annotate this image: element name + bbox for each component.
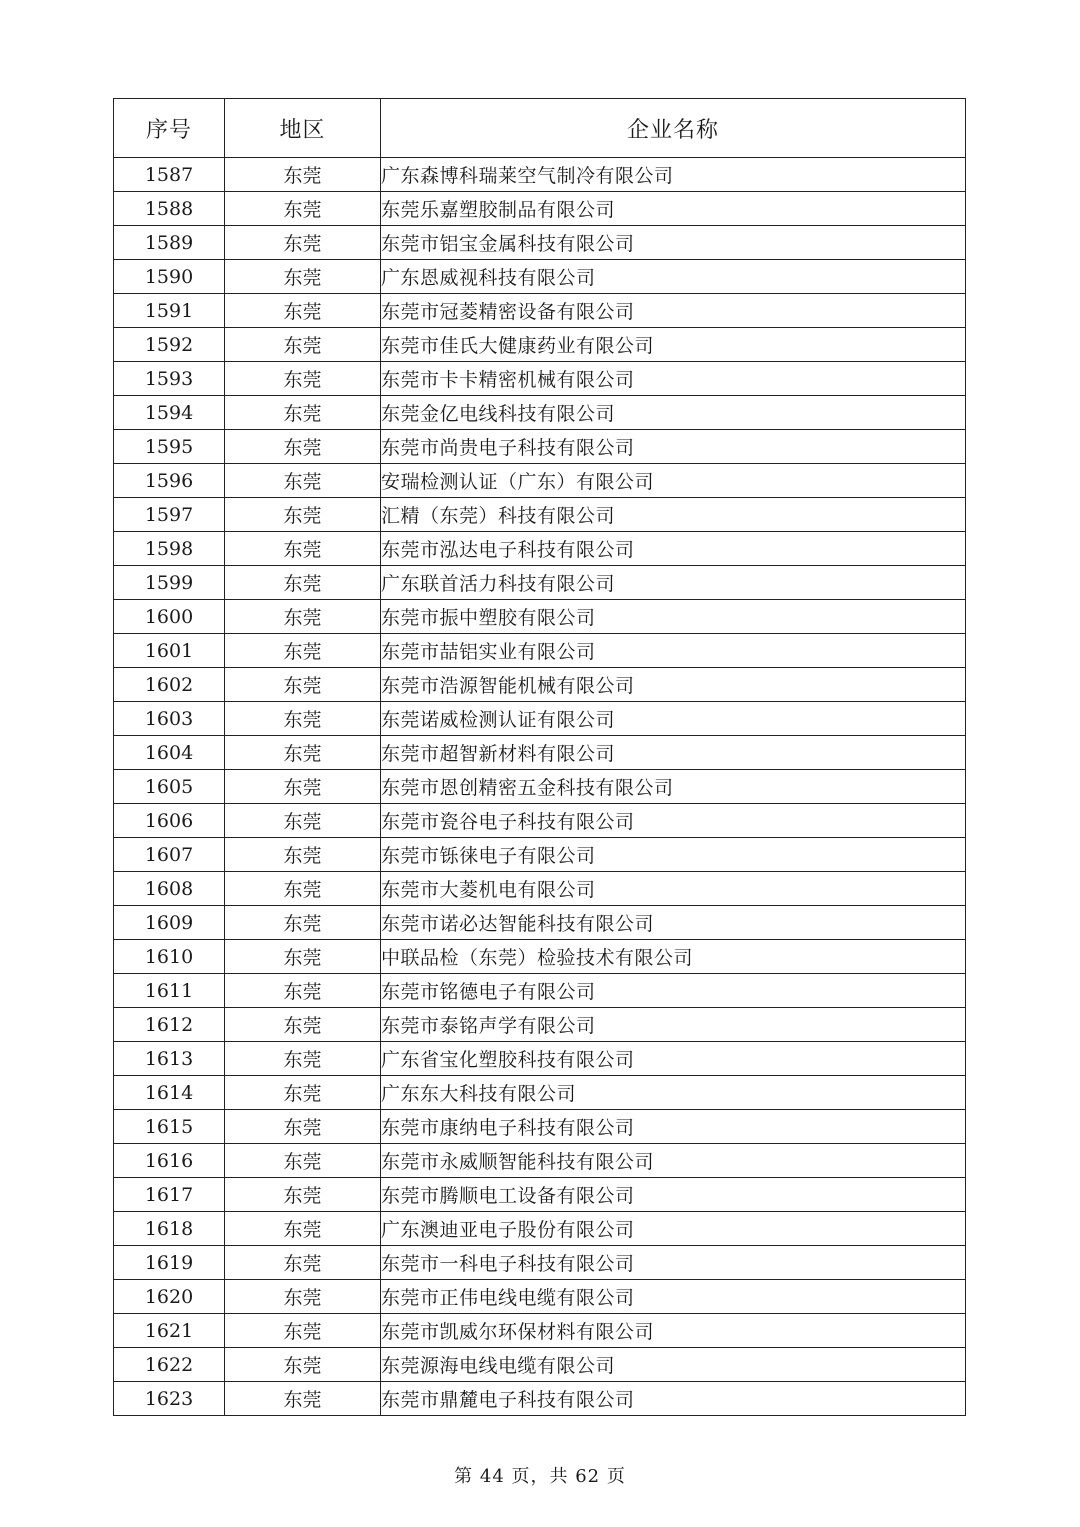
row-number: 1589	[114, 226, 225, 260]
row-company-name: 东莞市腾顺电工设备有限公司	[381, 1178, 966, 1212]
table-body	[114, 158, 966, 1416]
table-row	[114, 770, 966, 804]
table-row	[114, 838, 966, 872]
row-number: 1616	[114, 1144, 225, 1178]
table-row	[114, 1348, 966, 1382]
table-row	[114, 906, 966, 940]
table-row	[114, 940, 966, 974]
row-number: 1610	[114, 940, 225, 974]
row-number: 1600	[114, 600, 225, 634]
row-company-name: 东莞市泰铭声学有限公司	[381, 1008, 966, 1042]
table-row	[114, 396, 966, 430]
enterprise-table	[113, 98, 966, 1416]
row-area: 东莞	[225, 498, 381, 532]
row-company-name: 东莞金亿电线科技有限公司	[381, 396, 966, 430]
row-area: 东莞	[225, 1110, 381, 1144]
row-number: 1618	[114, 1212, 225, 1246]
table-row	[114, 736, 966, 770]
table-row	[114, 532, 966, 566]
page-number: 第 44 页，共 62 页	[454, 1466, 626, 1487]
table-row	[114, 1314, 966, 1348]
row-number: 1602	[114, 668, 225, 702]
row-company-name: 东莞市超智新材料有限公司	[381, 736, 966, 770]
row-area: 东莞	[225, 736, 381, 770]
row-company-name: 东莞市喆铝实业有限公司	[381, 634, 966, 668]
table-row	[114, 1178, 966, 1212]
row-number: 1609	[114, 906, 225, 940]
row-area: 东莞	[225, 838, 381, 872]
row-number: 1612	[114, 1008, 225, 1042]
table-header-row	[114, 99, 966, 158]
row-number: 1598	[114, 532, 225, 566]
row-company-name: 东莞市鼎麓电子科技有限公司	[381, 1382, 966, 1416]
row-number: 1596	[114, 464, 225, 498]
row-area: 东莞	[225, 1076, 381, 1110]
table-row	[114, 804, 966, 838]
row-company-name: 安瑞检测认证（广东）有限公司	[381, 464, 966, 498]
row-company-name: 东莞源海电线电缆有限公司	[381, 1348, 966, 1382]
row-number: 1623	[114, 1382, 225, 1416]
row-number: 1601	[114, 634, 225, 668]
table-row	[114, 1246, 966, 1280]
row-area: 东莞	[225, 1042, 381, 1076]
row-number: 1607	[114, 838, 225, 872]
row-area: 东莞	[225, 1212, 381, 1246]
table-row	[114, 634, 966, 668]
row-area: 东莞	[225, 362, 381, 396]
row-area: 东莞	[225, 192, 381, 226]
header-name: 企业名称	[381, 99, 966, 158]
row-company-name: 东莞市卡卡精密机械有限公司	[381, 362, 966, 396]
table-row	[114, 464, 966, 498]
row-number: 1590	[114, 260, 225, 294]
row-area: 东莞	[225, 872, 381, 906]
row-area: 东莞	[225, 1382, 381, 1416]
row-number: 1595	[114, 430, 225, 464]
table-row	[114, 158, 966, 192]
row-area: 东莞	[225, 634, 381, 668]
row-company-name: 东莞市诺必达智能科技有限公司	[381, 906, 966, 940]
row-number: 1588	[114, 192, 225, 226]
row-company-name: 东莞市佳氏大健康药业有限公司	[381, 328, 966, 362]
row-number: 1606	[114, 804, 225, 838]
row-company-name: 广东东大科技有限公司	[381, 1076, 966, 1110]
row-area: 东莞	[225, 1144, 381, 1178]
table-row	[114, 1382, 966, 1416]
row-number: 1603	[114, 702, 225, 736]
row-number: 1593	[114, 362, 225, 396]
table-row	[114, 1110, 966, 1144]
row-company-name: 东莞市正伟电线电缆有限公司	[381, 1280, 966, 1314]
row-number: 1599	[114, 566, 225, 600]
row-number: 1591	[114, 294, 225, 328]
row-company-name: 东莞市振中塑胶有限公司	[381, 600, 966, 634]
row-area: 东莞	[225, 804, 381, 838]
row-area: 东莞	[225, 770, 381, 804]
row-company-name: 东莞市康纳电子科技有限公司	[381, 1110, 966, 1144]
row-area: 东莞	[225, 1348, 381, 1382]
table-row	[114, 1042, 966, 1076]
table-row	[114, 362, 966, 396]
row-number: 1617	[114, 1178, 225, 1212]
table-row	[114, 566, 966, 600]
row-number: 1620	[114, 1280, 225, 1314]
row-area: 东莞	[225, 940, 381, 974]
row-company-name: 广东澳迪亚电子股份有限公司	[381, 1212, 966, 1246]
row-area: 东莞	[225, 1280, 381, 1314]
row-company-name: 东莞市铭德电子有限公司	[381, 974, 966, 1008]
row-number: 1614	[114, 1076, 225, 1110]
row-number: 1594	[114, 396, 225, 430]
row-area: 东莞	[225, 532, 381, 566]
header-no: 序号	[114, 99, 225, 158]
row-area: 东莞	[225, 294, 381, 328]
row-number: 1611	[114, 974, 225, 1008]
row-number: 1597	[114, 498, 225, 532]
row-area: 东莞	[225, 974, 381, 1008]
table-row	[114, 600, 966, 634]
row-number: 1604	[114, 736, 225, 770]
row-area: 东莞	[225, 600, 381, 634]
row-area: 东莞	[225, 328, 381, 362]
table-row	[114, 328, 966, 362]
row-company-name: 广东省宝化塑胶科技有限公司	[381, 1042, 966, 1076]
row-company-name: 东莞市大菱机电有限公司	[381, 872, 966, 906]
row-company-name: 广东森博科瑞莱空气制冷有限公司	[381, 158, 966, 192]
row-company-name: 东莞市铄徕电子有限公司	[381, 838, 966, 872]
row-number: 1608	[114, 872, 225, 906]
row-number: 1587	[114, 158, 225, 192]
table-row	[114, 1144, 966, 1178]
row-number: 1621	[114, 1314, 225, 1348]
table-row	[114, 872, 966, 906]
row-company-name: 东莞市一科电子科技有限公司	[381, 1246, 966, 1280]
row-company-name: 汇精（东莞）科技有限公司	[381, 498, 966, 532]
row-area: 东莞	[225, 396, 381, 430]
row-number: 1619	[114, 1246, 225, 1280]
row-number: 1613	[114, 1042, 225, 1076]
row-area: 东莞	[225, 566, 381, 600]
table-row	[114, 260, 966, 294]
table-row	[114, 1212, 966, 1246]
row-area: 东莞	[225, 1008, 381, 1042]
row-area: 东莞	[225, 1178, 381, 1212]
header-area: 地区	[225, 99, 381, 158]
row-company-name: 广东联首活力科技有限公司	[381, 566, 966, 600]
table-row	[114, 226, 966, 260]
row-company-name: 广东恩威视科技有限公司	[381, 260, 966, 294]
row-area: 东莞	[225, 702, 381, 736]
row-company-name: 中联品检（东莞）检验技术有限公司	[381, 940, 966, 974]
table-row	[114, 1008, 966, 1042]
row-company-name: 东莞市铝宝金属科技有限公司	[381, 226, 966, 260]
table-row	[114, 974, 966, 1008]
row-company-name: 东莞市尚贵电子科技有限公司	[381, 430, 966, 464]
row-area: 东莞	[225, 464, 381, 498]
row-area: 东莞	[225, 226, 381, 260]
row-area: 东莞	[225, 260, 381, 294]
row-company-name: 东莞市冠菱精密设备有限公司	[381, 294, 966, 328]
table-row	[114, 192, 966, 226]
row-number: 1622	[114, 1348, 225, 1382]
row-company-name: 东莞市永威顺智能科技有限公司	[381, 1144, 966, 1178]
row-company-name: 东莞市泓达电子科技有限公司	[381, 532, 966, 566]
table-row	[114, 1076, 966, 1110]
row-area: 东莞	[225, 668, 381, 702]
row-area: 东莞	[225, 158, 381, 192]
table-row	[114, 668, 966, 702]
row-company-name: 东莞市浩源智能机械有限公司	[381, 668, 966, 702]
table-row	[114, 702, 966, 736]
row-company-name: 东莞市凯威尔环保材料有限公司	[381, 1314, 966, 1348]
row-company-name: 东莞诺威检测认证有限公司	[381, 702, 966, 736]
row-company-name: 东莞市瓷谷电子科技有限公司	[381, 804, 966, 838]
row-number: 1615	[114, 1110, 225, 1144]
row-area: 东莞	[225, 430, 381, 464]
row-area: 东莞	[225, 1246, 381, 1280]
table-row	[114, 430, 966, 464]
row-company-name: 东莞市恩创精密五金科技有限公司	[381, 770, 966, 804]
row-number: 1605	[114, 770, 225, 804]
table-row	[114, 294, 966, 328]
row-company-name: 东莞乐嘉塑胶制品有限公司	[381, 192, 966, 226]
row-area: 东莞	[225, 906, 381, 940]
row-number: 1592	[114, 328, 225, 362]
row-area: 东莞	[225, 1314, 381, 1348]
table-row	[114, 498, 966, 532]
table-row	[114, 1280, 966, 1314]
